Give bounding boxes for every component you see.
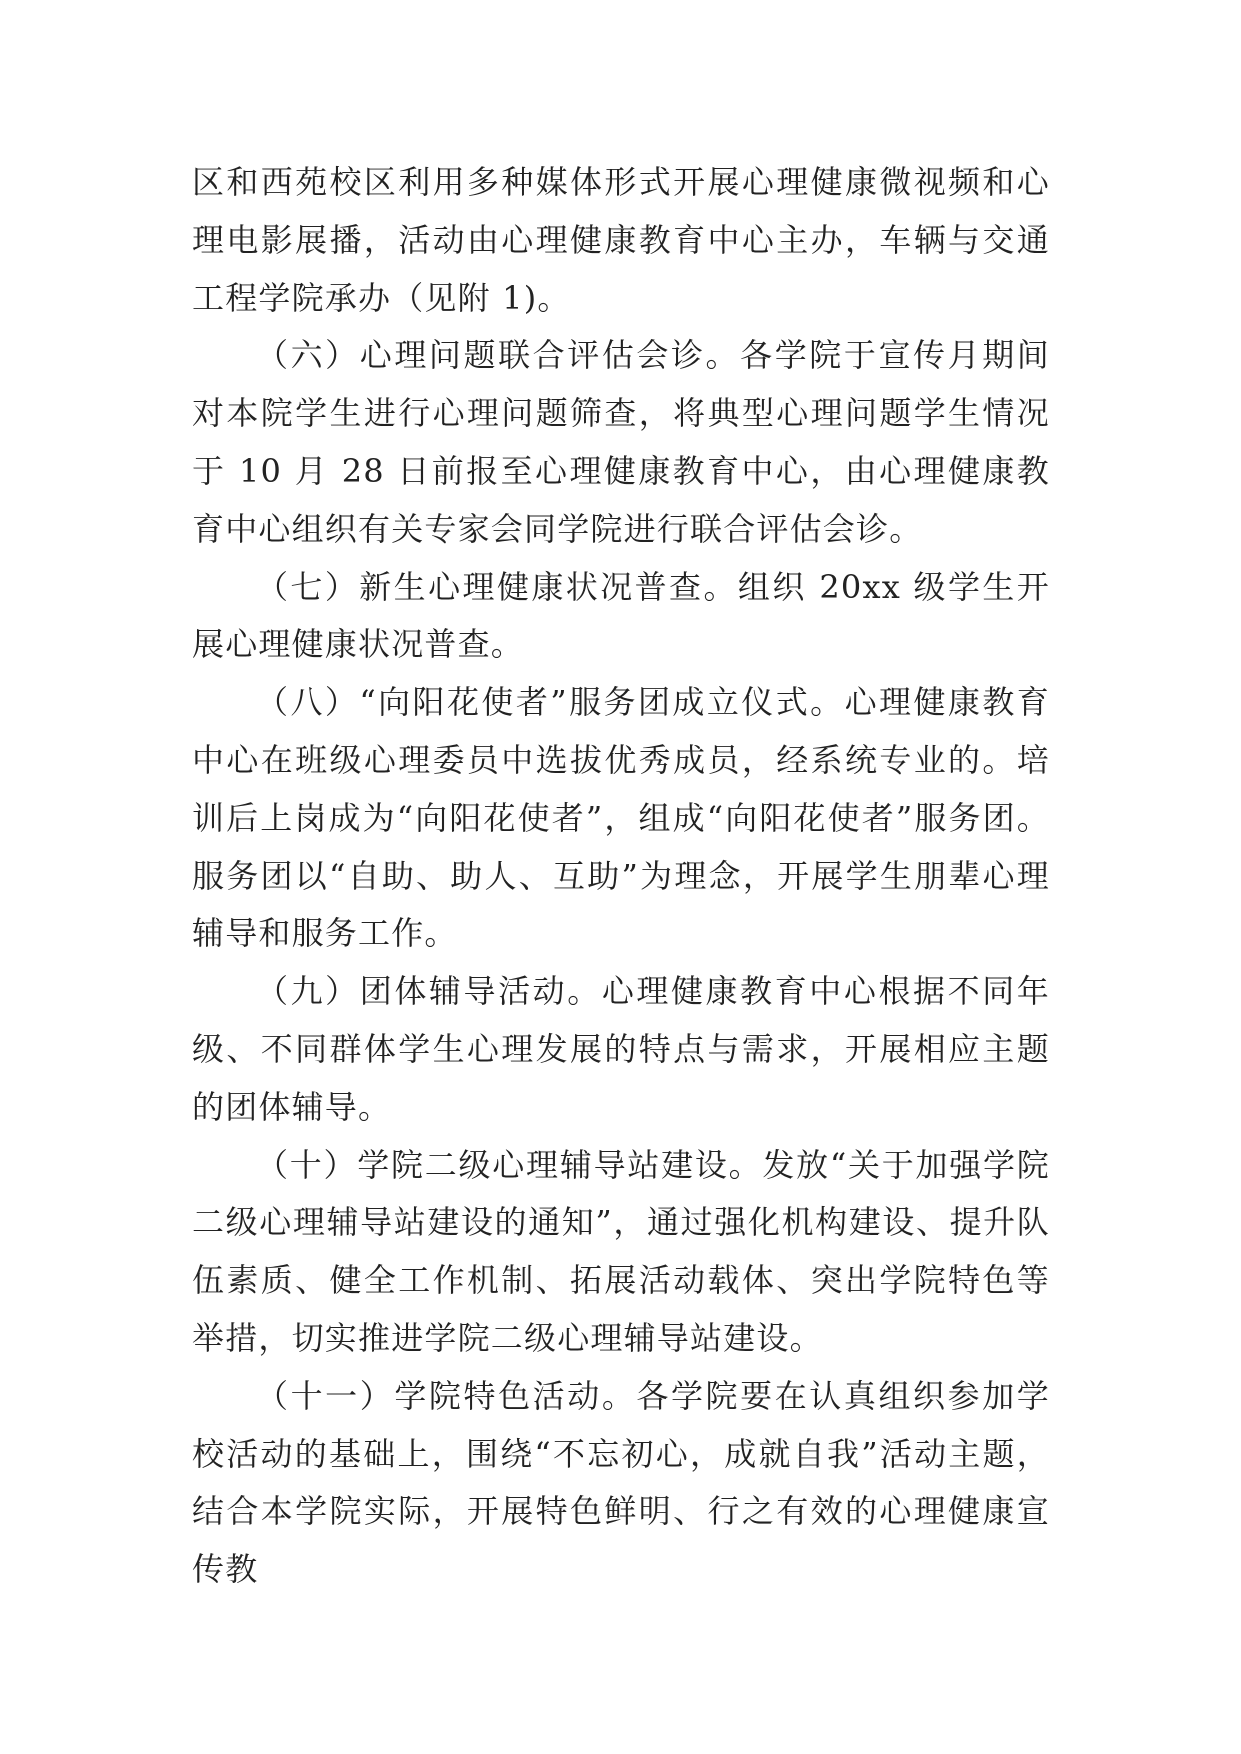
paragraph-item-7: （七）新生心理健康状况普查。组织 20xx 级学生开展心理健康状况普查。 [192,567,1050,664]
paragraph-item-8: （八）“向阳花使者”服务团成立仪式。心理健康教育中心在班级心理委员中选拔优秀成员，经系统专业的。培训后上岗成为“向阳花使者”，组成“向阳花使者”服务团。服务团以“自助、助人、互助”为理念，开展学生朋辈心理辅导和服务工作。 [192,683,1050,953]
paragraph-item-10: （十）学院二级心理辅导站建设。发放“关于加强学院二级心理辅导站建设的通知”，通过强化机构建设、提升队伍素质、健全工作机制、拓展活动载体、突出学院特色等举措，切实推进学院二级心理辅导站建设。 [192,1145,1050,1357]
document-body [192,154,1050,1599]
paragraph-item-6: （六）心理问题联合评估会诊。各学院于宣传月期间对本院学生进行心理问题筛查，将典型心理问题学生情况于 10 月 28 日前报至心理健康教育中心，由心理健康教育中心组织有关专家会同学院进行联合评估会诊。 [192,336,1050,548]
paragraph-item-11: （十一）学院特色活动。各学院要在认真组织参加学校活动的基础上，围绕“不忘初心，成就自我”活动主题，结合本学院实际，开展特色鲜明、行之有效的心理健康宣传教 [192,1376,1050,1589]
paragraph-item-9: （九）团体辅导活动。心理健康教育中心根据不同年级、不同群体学生心理发展的特点与需求，开展相应主题的团体辅导。 [192,972,1050,1126]
paragraph-continuation: 区和西苑校区利用多种媒体形式开展心理健康微视频和心理电影展播，活动由心理健康教育中心主办，车辆与交通工程学院承办（见附 1)。 [192,163,1050,317]
